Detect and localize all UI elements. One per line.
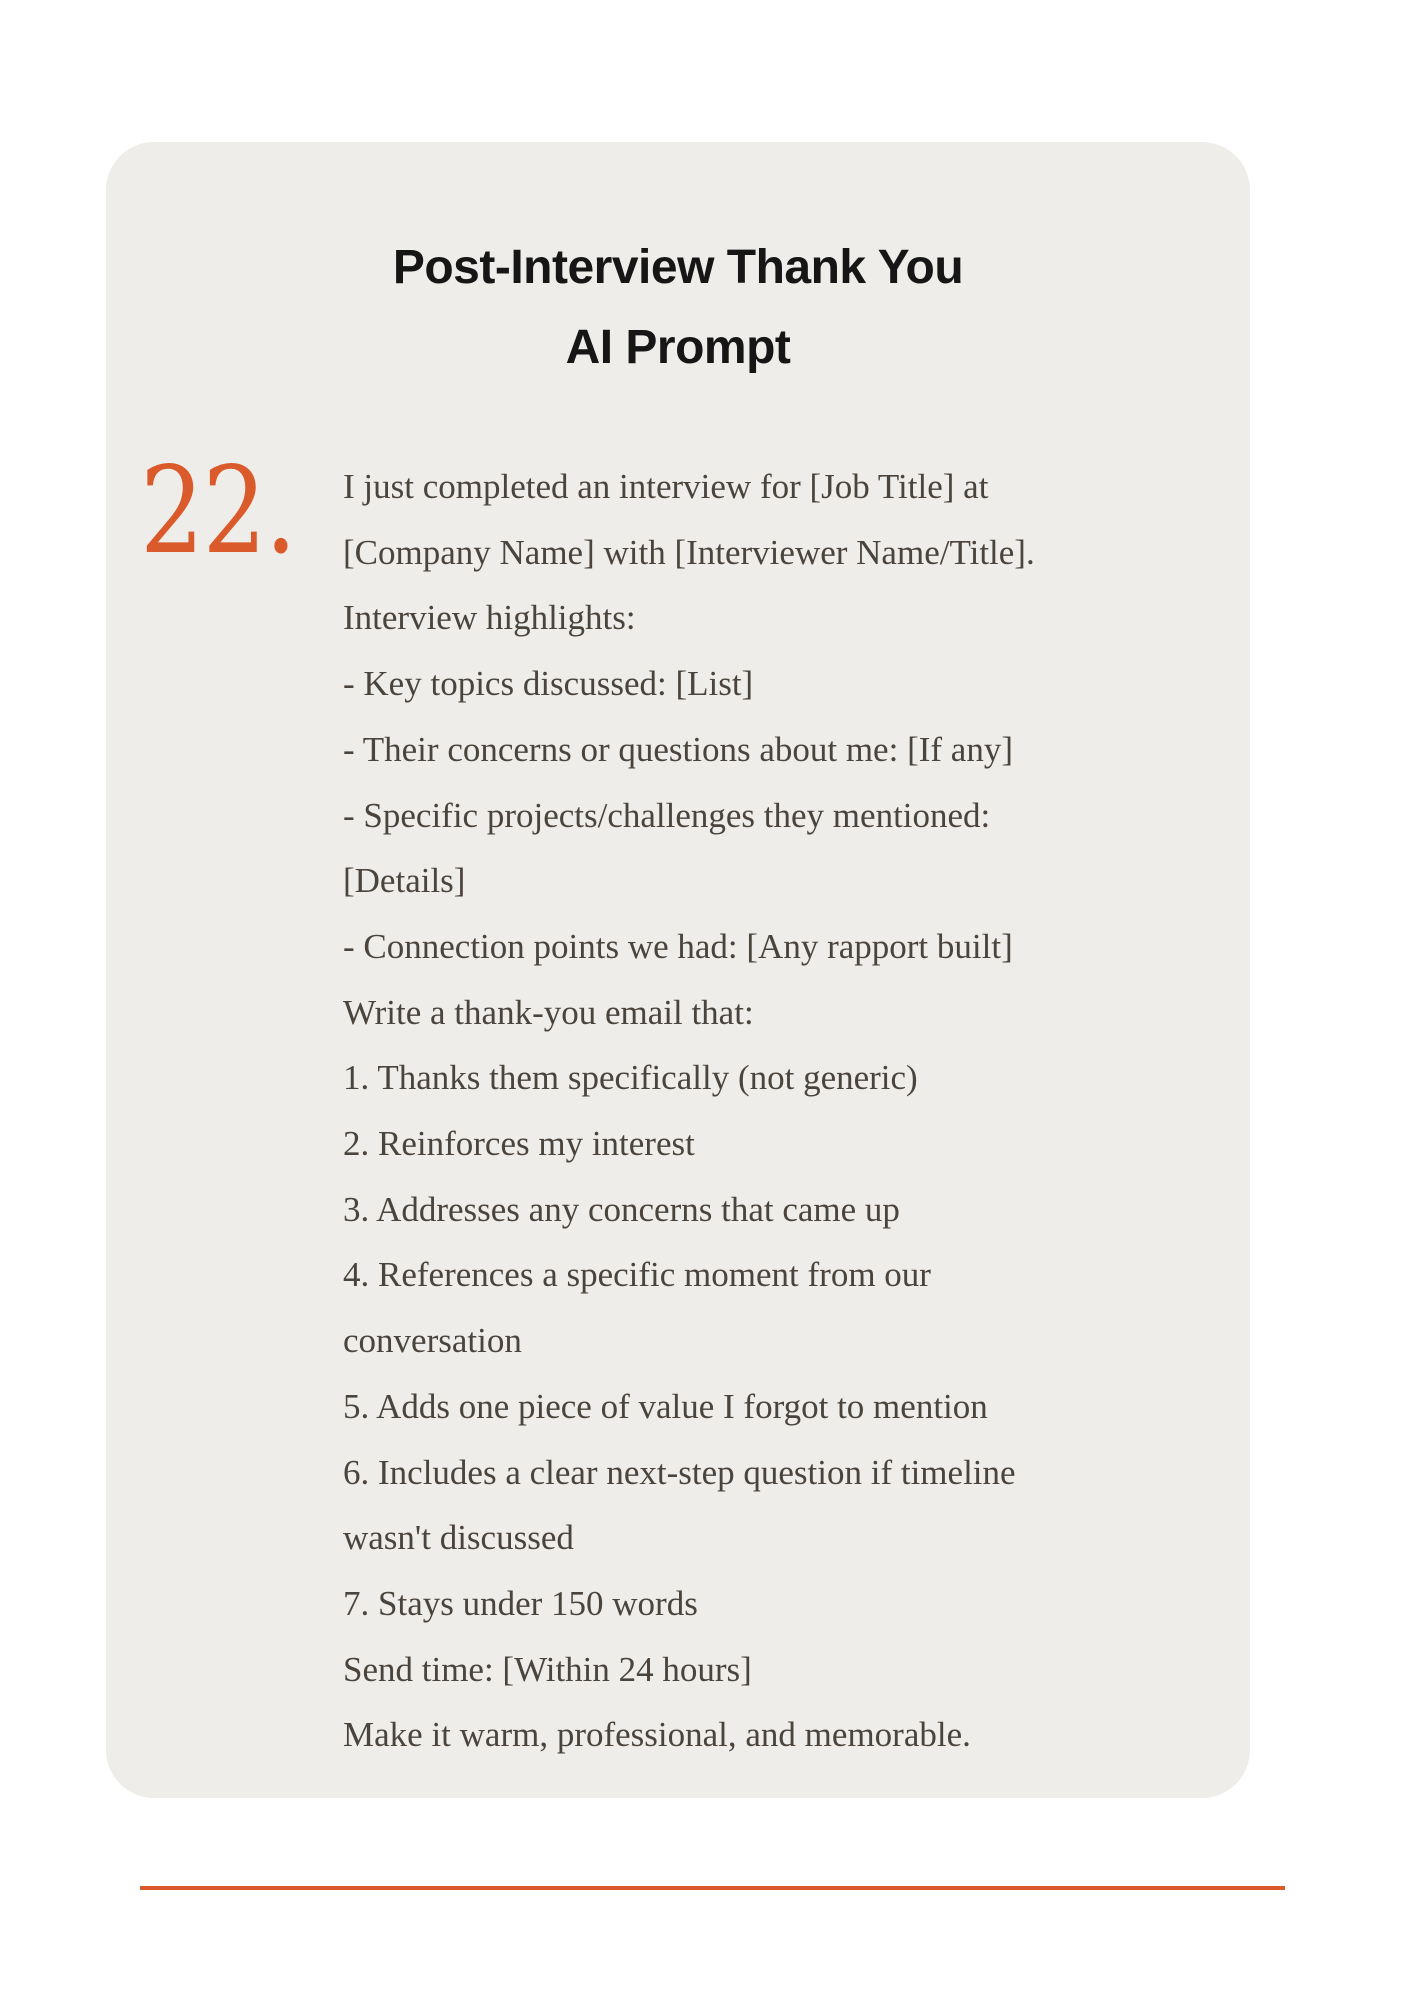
prompt-line: conversation (343, 1321, 522, 1361)
prompt-body (343, 454, 1223, 1768)
prompt-line: [Details] (343, 861, 466, 901)
prompt-line: Write a thank-you email that: (343, 992, 754, 1032)
prompt-line: - Their concerns or questions about me: [If any] (343, 729, 1013, 769)
prompt-line: I just completed an interview for [Job Title] at (343, 467, 989, 506)
prompt-line: 1. Thanks them specifically (not generic) (343, 1058, 918, 1098)
item-number: 22. (140, 442, 296, 581)
prompt-line: - Specific projects/challenges they mentioned: (343, 795, 991, 835)
prompt-line: 2. Reinforces my interest (343, 1124, 695, 1164)
prompt-line: 5. Adds one piece of value I forgot to mention (343, 1386, 988, 1426)
prompt-line: wasn't discussed (343, 1518, 574, 1558)
prompt-line: - Key topics discussed: [List] (343, 664, 754, 704)
card-title (106, 228, 1250, 388)
accent-divider (140, 1886, 1285, 1890)
prompt-line: Send time: [Within 24 hours] (343, 1649, 752, 1689)
prompt-line: 6. Includes a clear next-step question if timeline (343, 1452, 1016, 1492)
card-title-line-2: AI Prompt (565, 321, 791, 374)
prompt-line: - Connection points we had: [Any rapport built] (343, 926, 1013, 966)
prompt-line: Interview highlights: (343, 598, 636, 638)
prompt-line: 4. References a specific moment from our (343, 1255, 931, 1295)
card-title-line-1: Post-Interview Thank You (392, 241, 964, 294)
prompt-line: [Company Name] with [Interviewer Name/Title]. (343, 532, 1035, 572)
prompt-line: 3. Addresses any concerns that came up (343, 1189, 900, 1229)
prompt-line: 7. Stays under 150 words (343, 1583, 698, 1623)
prompt-line: Make it warm, professional, and memorable. (343, 1715, 971, 1755)
